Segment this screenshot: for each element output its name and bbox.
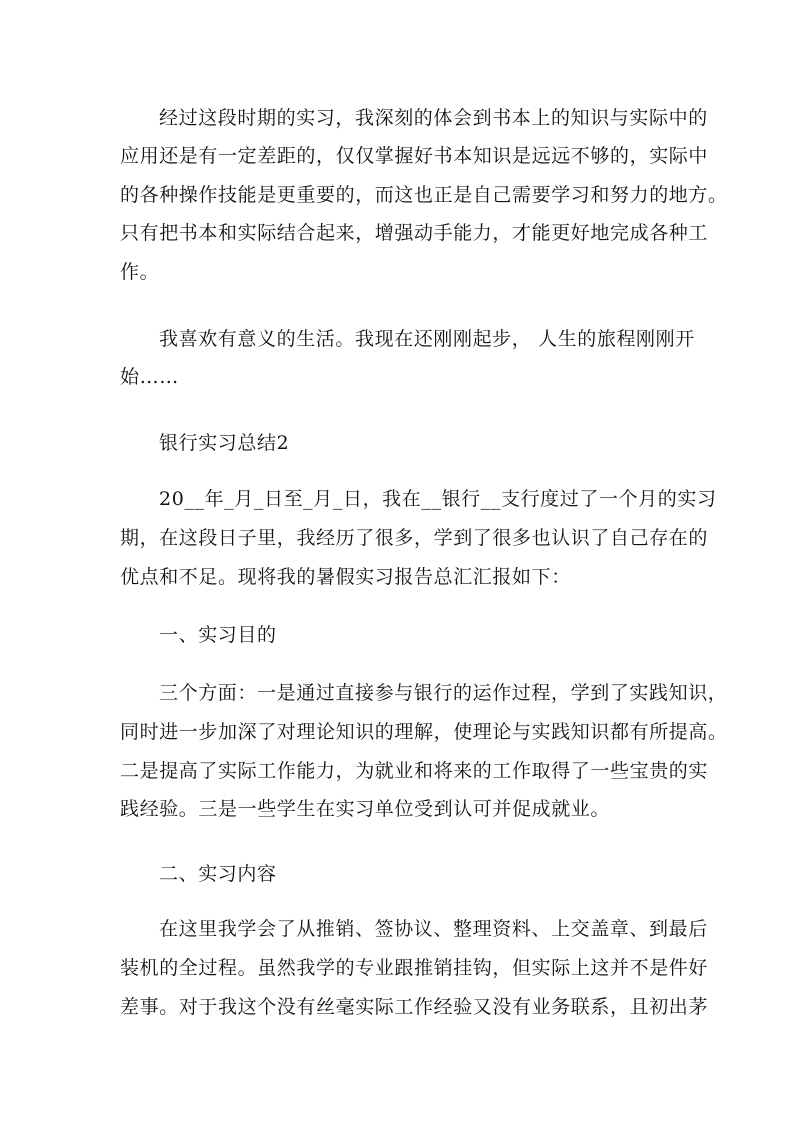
text-line: 优点和不足。现将我的暑假实习报告总汇汇报如下： (120, 566, 571, 588)
text-line: 的各种操作技能是更重要的，而这也正是自己需要学习和努力的地方。 (120, 184, 728, 206)
text-line: 作。 (120, 261, 160, 283)
text-line: 期，在这段日子里，我经历了很多，学到了很多也认识了自己存在的 (120, 527, 709, 549)
text-line: 在这里我学会了从推销、签协议、整理资料、上交盖章、到最后 (159, 918, 708, 940)
text-line: 经过这段时期的实习，我深刻的体会到书本上的知识与实际中的 (159, 107, 708, 129)
section-title: 银行实习总结2 (159, 432, 290, 454)
text-line: 差事。对于我这个没有丝毫实际工作经验又没有业务联系，且初出茅 (120, 996, 709, 1018)
text-line: 二是提高了实际工作能力，为就业和将来的工作取得了一些宝贵的实 (120, 760, 709, 782)
heading-purpose: 一、实习目的 (159, 624, 277, 646)
text-line: 始…… (120, 366, 179, 388)
text-line: 我喜欢有意义的生活。我现在还刚刚起步， 人生的旅程刚刚开 (159, 328, 695, 350)
text-line: 同时进一步加深了对理论知识的理解，使理论与实践知识都有所提高。 (120, 721, 728, 743)
text-line: 践经验。三是一些学生在实习单位受到认可并促成就业。 (120, 798, 611, 820)
text-line: 只有把书本和实际结合起来，增强动手能力，才能更好地完成各种工 (120, 222, 709, 244)
text-line: 三个方面：一是通过直接参与银行的运作过程，学到了实践知识， (159, 682, 728, 704)
text-line: 应用还是有一定差距的，仅仅掌握好书本知识是远远不够的，实际中 (120, 145, 709, 167)
text-line: 装机的全过程。虽然我学的专业跟推销挂钩，但实际上这并不是件好 (120, 957, 709, 979)
heading-content: 二、实习内容 (159, 863, 277, 885)
text-line: 20__年_月_日至_月_日，我在__银行__支行度过了一个月的实习 (159, 488, 717, 510)
